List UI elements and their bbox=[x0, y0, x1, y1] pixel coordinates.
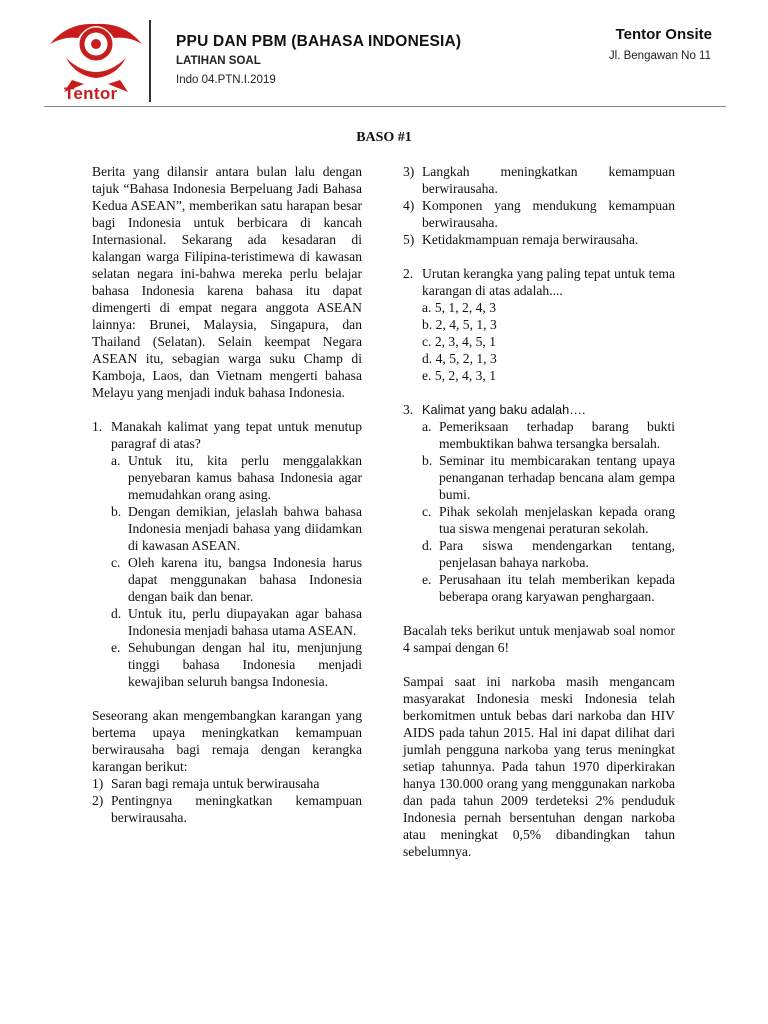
framework-item bbox=[403, 231, 675, 248]
answer-option bbox=[111, 554, 362, 605]
organization-address: Jl. Bengawan No 11 bbox=[608, 50, 711, 62]
option-text: Para siswa mendengarkan tentang, penjelasan bahaya narkoba. bbox=[439, 538, 675, 570]
answer-option: d. 4, 5, 2, 1, 3 bbox=[422, 351, 497, 366]
option-label: e. bbox=[111, 640, 121, 655]
option-label: b. bbox=[111, 504, 122, 519]
framework-item bbox=[92, 792, 362, 826]
answer-option bbox=[111, 452, 362, 503]
option-label: e. bbox=[422, 572, 432, 587]
answer-option: e. 5, 2, 4, 3, 1 bbox=[422, 368, 497, 383]
option-label: c. bbox=[111, 555, 121, 570]
framework-number: 1) bbox=[92, 776, 104, 791]
framework-text: Ketidakmampuan remaja berwirausaha. bbox=[422, 232, 639, 247]
document-code: Indo 04.PTN.I.2019 bbox=[176, 74, 276, 86]
option-label: c. bbox=[422, 504, 432, 519]
logo-text: Tentor bbox=[64, 84, 118, 103]
option-label: d. bbox=[422, 538, 433, 553]
option-text: Pihak sekolah menjelaskan kepada orang tua siswa mengenai peraturan sekolah. bbox=[439, 504, 675, 536]
answer-option bbox=[111, 605, 362, 639]
question-stem: Kalimat yang baku adalah…. bbox=[422, 402, 586, 417]
option-text: Seminar itu membicarakan tentang upaya penanganan terhadap bencana alam gempa bumi. bbox=[439, 453, 675, 502]
left-column bbox=[92, 163, 362, 826]
framework-text: Pentingnya meningkatkan kemampuan berwirausaha. bbox=[111, 793, 362, 825]
right-column bbox=[403, 163, 675, 860]
answer-option bbox=[111, 503, 362, 554]
framework-item bbox=[92, 775, 362, 792]
option-text: Dengan demikian, jelaslah bahwa bahasa Indonesia menjadi bahasa yang diidamkan di kawasan ASEAN. bbox=[128, 504, 362, 553]
document-subtitle: LATIHAN SOAL bbox=[176, 55, 261, 67]
answer-option bbox=[422, 418, 675, 452]
framework-number: 3) bbox=[403, 164, 415, 179]
answer-options bbox=[422, 418, 675, 605]
framework-item bbox=[403, 197, 675, 231]
question-number: 1. bbox=[92, 419, 103, 434]
framework-intro: Seseorang akan mengembangkan karangan yang bertema upaya meningkatkan kemampuan berwirausaha bagi remaja dengan kerangka karangan berikut: bbox=[92, 708, 362, 774]
framework-number: 5) bbox=[403, 232, 415, 247]
answer-option bbox=[111, 639, 362, 690]
answer-option: a. 5, 1, 2, 4, 3 bbox=[422, 300, 497, 315]
option-label: b. bbox=[422, 453, 433, 468]
question-2 bbox=[403, 265, 675, 384]
option-text: Oleh karena itu, bangsa Indonesia harus dapat menggunakan bahasa Indonesia dengan baik dan benar. bbox=[128, 555, 362, 604]
answer-option bbox=[422, 571, 675, 605]
question-stem: Manakah kalimat yang tepat untuk menutup paragraf di atas? bbox=[111, 419, 362, 451]
question-number: 3. bbox=[403, 402, 414, 417]
answer-option bbox=[422, 452, 675, 503]
answer-option: b. 2, 4, 5, 1, 3 bbox=[422, 317, 497, 332]
reading-passage: Berita yang dilansir antara bulan lalu dengan tajuk “Bahasa Indonesia Berpeluang Jadi Bahasa Kedua ASEAN”, memberikan satu harapan besar bagi Indonesia untuk berbicara di kancah Internasional. Sekarang ada kesadaran di kalangan warga Filipina-teristimewa di kawasan selatan negara ini-bahwa mereka perlu belajar bahasa Indonesia karena bahasa itu dapat dimengerti di empat negara anggota ASEAN lainnya: Brunei, Malaysia, Singapura, dan Thailand (Selatan). Selain keempat Negara ASEAN itu, sebagian warga suku Champ di Kamboja, Laos, dan Vietnam mengerti bahasa Melayu yang menjadi induk bahasa Indonesia. bbox=[92, 164, 362, 400]
option-text: Untuk itu, kita perlu menggalakkan penyebaran kamus bahasa Indonesia agar memudahkan orang asing. bbox=[128, 453, 362, 502]
question-stem: Urutan kerangka yang paling tepat untuk tema karangan di atas adalah.... bbox=[422, 266, 675, 298]
answer-option bbox=[422, 503, 675, 537]
framework-text: Komponen yang mendukung kemampuan berwirausaha. bbox=[422, 198, 675, 230]
framework-number: 2) bbox=[92, 793, 104, 808]
answer-option: c. 2, 3, 4, 5, 1 bbox=[422, 334, 497, 349]
page-header bbox=[0, 0, 768, 110]
answer-option bbox=[422, 537, 675, 571]
framework-number: 4) bbox=[403, 198, 415, 213]
answer-options bbox=[422, 299, 675, 384]
option-label: d. bbox=[111, 606, 122, 621]
reading-passage-2: Sampai saat ini narkoba masih mengancam masyarakat Indonesia meski Indonesia telah berkomitmen untuk bebas dari narkoba dan HIV AIDS pada tahun 2015. Hal ini dapat dilihat dari jumlah pengguna narkoba yang terus meningkat setiap tahunnya. Pada tahun 1970 diperkirakan hanya 130.000 orang yang menggunakan narkoba dan pada tahun 2009 terdeteksi 2% penduduk Indonesia pernah bersentuhan dengan narkoba atau meningkat 0,5% dibandingkan tahun sebelumnya. bbox=[403, 674, 675, 859]
option-text: Untuk itu, perlu diupayakan agar bahasa Indonesia menjadi bahasa utama ASEAN. bbox=[128, 606, 362, 638]
option-text: Pemeriksaan terhadap barang bukti membuktikan bahwa tersangka bersalah. bbox=[439, 419, 675, 451]
option-text: Perusahaan itu telah memberikan kepada beberapa orang karyawan penghargaan. bbox=[439, 572, 675, 604]
header-rule bbox=[44, 106, 726, 107]
reading-instruction: Bacalah teks berikut untuk menjawab soal nomor 4 sampai dengan 6! bbox=[403, 623, 675, 655]
framework-item bbox=[403, 163, 675, 197]
question-3 bbox=[403, 401, 675, 605]
page-heading: BASO #1 bbox=[356, 130, 412, 145]
question-number: 2. bbox=[403, 266, 414, 281]
question-1 bbox=[92, 418, 362, 690]
framework-text: Langkah meningkatkan kemampuan berwirausaha. bbox=[422, 164, 675, 196]
organization-name: Tentor Onsite bbox=[615, 26, 712, 43]
document-title: PPU DAN PBM (BAHASA INDONESIA) bbox=[176, 33, 462, 50]
option-label: a. bbox=[111, 453, 121, 468]
answer-options bbox=[111, 452, 362, 690]
framework-text: Saran bagi remaja untuk berwirausaha bbox=[111, 776, 320, 791]
option-label: a. bbox=[422, 419, 432, 434]
header-divider bbox=[149, 20, 151, 102]
option-text: Sehubungan dengan hal itu, menjunjung tinggi bahasa Indonesia menjadi kewajiban seluruh bangsa Indonesia. bbox=[128, 640, 362, 689]
